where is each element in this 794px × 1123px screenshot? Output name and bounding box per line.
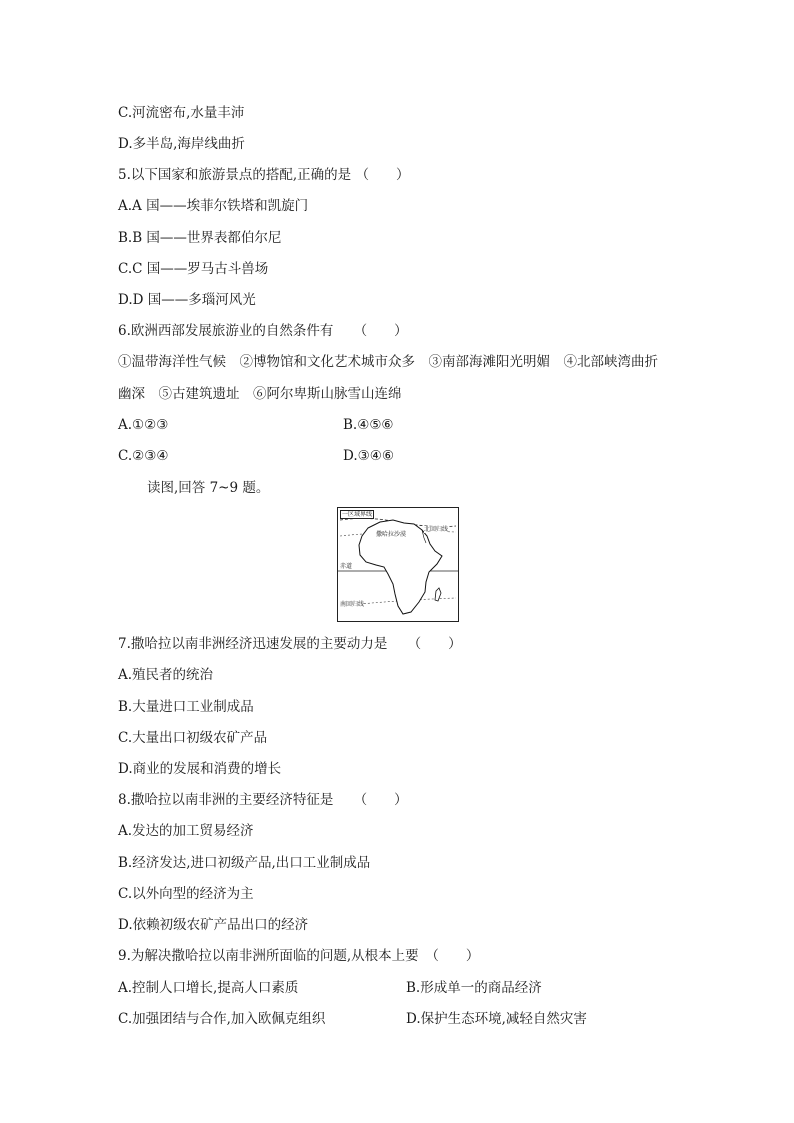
- q5-option-d: D.D 国——多瑙河风光: [118, 292, 256, 308]
- question-7: 7.撒哈拉以南非洲经济迅速发展的主要动力是 （ ）: [118, 636, 462, 652]
- q5-option-a: A.A 国——埃菲尔铁塔和凯旋门: [118, 198, 309, 214]
- question-5: 5.以下国家和旅游景点的搭配,正确的是 （ ）: [118, 167, 410, 183]
- q6-conditions-line-1: ①温带海洋性气候 ②博物馆和文化艺术城市众多 ③南部海滩阳光明媚 ④北部峡湾曲折: [118, 354, 658, 370]
- q6-conditions-line-2: 幽深 ⑤古建筑遗址 ⑥阿尔卑斯山脉雪山连绵: [118, 386, 402, 402]
- map-label-sahara: 撒哈拉沙漠: [376, 531, 407, 538]
- q5-option-b: B.B 国——世界表都伯尔尼: [118, 230, 282, 246]
- q7-option-d: D.商业的发展和消费的增长: [118, 761, 282, 777]
- map-label-equator: 赤道: [340, 563, 353, 570]
- map-label-tropic-of-cancer: 北回归线: [424, 526, 449, 533]
- q9-option-a: A.控制人口增长,提高人口素质: [118, 980, 299, 996]
- q8-option-d: D.依赖初级农矿产品出口的经济: [118, 917, 309, 933]
- q8-option-b: B.经济发达,进口初级产品,出口工业制成品: [118, 855, 371, 871]
- q9-option-d: D.保护生态环境,减轻自然灾害: [406, 1011, 587, 1027]
- q6-option-a: A.①②③: [118, 417, 169, 433]
- map-intro: 读图,回答 7~9 题。: [147, 480, 270, 496]
- question-9: 9.为解决撒哈拉以南非洲所面临的问题,从根本上要 （ ）: [118, 948, 480, 964]
- q7-option-b: B.大量进口工业制成品: [118, 699, 254, 715]
- line-d-peninsulas: D.多半岛,海岸线曲折: [118, 136, 245, 152]
- q6-option-d: D.③④⑥: [343, 448, 394, 464]
- q7-option-a: A.殖民者的统治: [118, 667, 214, 683]
- map-legend-boundary: 一区域界线: [342, 511, 373, 518]
- q6-option-b: B.④⑤⑥: [343, 417, 394, 433]
- africa-map: [337, 507, 459, 622]
- madagascar-outline: [435, 588, 441, 601]
- q6-option-c: C.②③④: [118, 448, 169, 464]
- q8-option-c: C.以外向型的经济为主: [118, 886, 254, 902]
- q7-option-c: C.大量出口初级农矿产品: [118, 730, 268, 746]
- q9-option-b: B.形成单一的商品经济: [406, 980, 542, 996]
- q9-option-c: C.加强团结与合作,加入欧佩克组织: [118, 1011, 326, 1027]
- question-6: 6.欧洲西部发展旅游业的自然条件有 （ ）: [118, 323, 408, 339]
- q5-option-c: C.C 国——罗马古斗兽场: [118, 261, 269, 277]
- q8-option-a: A.发达的加工贸易经济: [118, 823, 254, 839]
- question-8: 8.撒哈拉以南非洲的主要经济特征是 （ ）: [118, 792, 408, 808]
- map-label-tropic-of-capricorn: 南回归线: [340, 601, 365, 608]
- line-c-rivers: C.河流密布,水量丰沛: [118, 105, 245, 121]
